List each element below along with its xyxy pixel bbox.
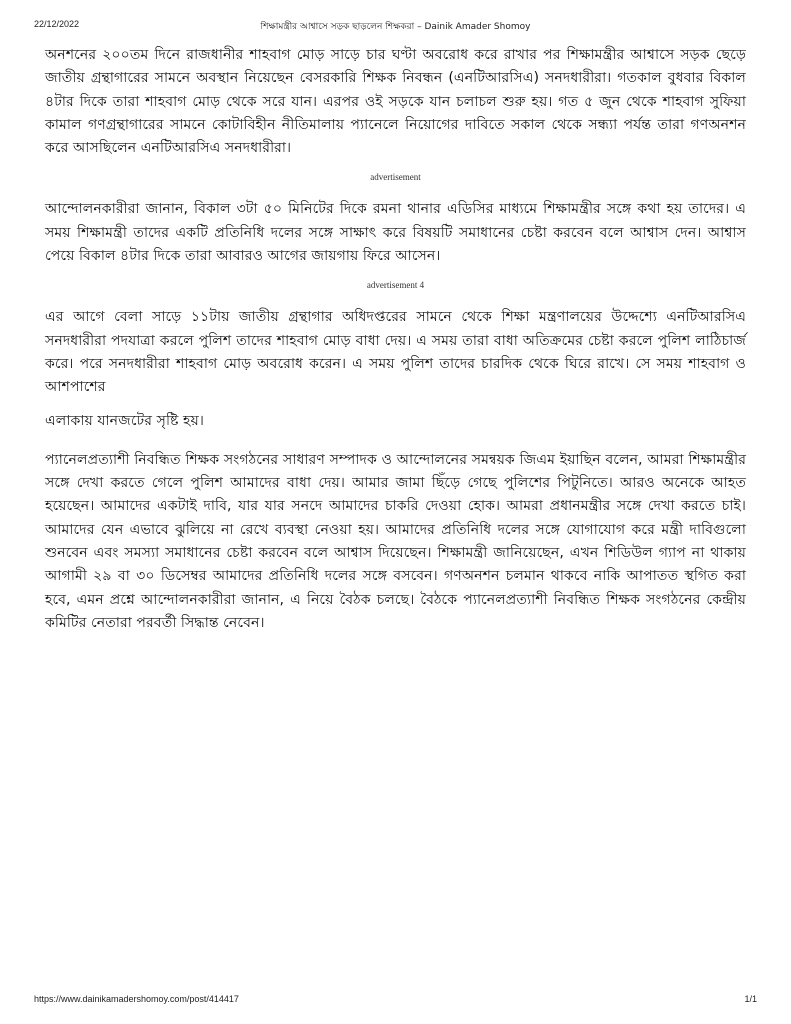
article-paragraph-2: আন্দোলনকারীরা জানান, বিকাল ৩টা ৫০ মিনিটের দিকে রমনা থানার এডিসির মাধ্যমে শিক্ষামন্ত্রীর সঙ্গে কথা হয় তাদের। এ সময় শিক্ষামন্ত্রী তাদের একটি প্রতিনিধি দলের সঙ্গে সাক্ষাৎ করে বিষয়টি সমাধানের চেষ্টা করবেন বলে আশ্বাস দেন। আশ্বাস পেয়ে বিকাল ৪টার দিকে তারা আবারও আগের জায়গায় ফিরে আসেন। — [45, 201, 746, 265]
print-date: 22/12/2022 — [34, 19, 80, 29]
page-number: 1/1 — [744, 994, 757, 1004]
advertisement-label: advertisement — [370, 172, 421, 183]
article-paragraph-3: এর আগে বেলা সাড়ে ১১টায় জাতীয় গ্রন্থাগার অধিদপ্তরের সামনে থেকে শিক্ষা মন্ত্রণালয়ের উদ্দেশ্যে এনটিআরসিএ সনদধারীরা পদযাত্রা করলে পুলিশ তাদের শাহবাগ মোড় বাধা দেয়। এ সময় তারা বাধা অতিক্রমের চেষ্টা করলে পুলিশ লাঠিচার্জ করে। পরে সনদধারীরা শাহবাগ মোড় অবরোধ করেন। এ সময় পুলিশ তাদের চারদিক থেকে ঘিরে রাখে। সে সময় শাহবাগ ও আশপাশের — [45, 309, 746, 396]
article-body — [45, 44, 746, 635]
advertisement-label-4: advertisement 4 — [366, 280, 425, 291]
page-url: https://www.dainikamadershomoy.com/post/414417 — [34, 994, 239, 1004]
page-title: শিক্ষামন্ত্রীর আশ্বাসে সড়ক ছাড়লেন শিক্ষকরা – Dainik Amader Shomoy — [260, 22, 531, 32]
article-paragraph-4: এলাকায় যানজটের সৃষ্টি হয়। — [45, 412, 204, 429]
article-paragraph-1: অনশনের ২০০তম দিনে রাজধানীর শাহবাগ মোড় সাড়ে চার ঘণ্টা অবরোধ করে রাখার পর শিক্ষামন্ত্রীর আশ্বাসে সড়ক ছেড়ে জাতীয় গ্রন্থাগারের সামনে অবস্থান নিয়েছেন বেসরকারি শিক্ষক নিবন্ধন (এনটিআরসিএ) সনদধারীরা। গতকাল বুধবার বিকাল ৪টার দিকে তারা শাহবাগ মোড় থেকে সরে যান। এরপর ওই সড়কে যান চলাচল শুরু হয়। গত ৫ জুন থেকে শাহবাগ সুফিয়া কামাল গণগ্রন্থাগারের সামনে কোটাবিহীন নীতিমালায় প্যানেলে নিয়োগের দাবিতে সকাল থেকে সন্ধ্যা পর্যন্ত তারা গণঅনশন করে আসছিলেন এনটিআরসিএ সনদধারীরা। — [45, 47, 746, 157]
article-paragraph-5: প্যানেলপ্রত্যাশী নিবন্ধিত শিক্ষক সংগঠনের সাধারণ সম্পাদক ও আন্দোলনের সমন্বয়ক জিএম ইয়াছিন বলেন, আমরা শিক্ষামন্ত্রীর সঙ্গে দেখা করতে গেলে পুলিশ আমাদের বাধা দেয়। আমার জামা ছিঁড়ে গেছে পুলিশের পিটুনিতে। আরও অনেকে আহত হয়েছেন। আমাদের একটাই দাবি, যার যার সনদে আমাদের চাকরি দেওয়া হোক। আমরা প্রধানমন্ত্রীর সঙ্গে দেখা করতে চাই। আমাদের যেন এভাবে ঝুলিয়ে না রেখে ব্যবস্থা নেওয়া হয়। আমাদের প্রতিনিধি দলের সঙ্গে যোগাযোগ করে মন্ত্রী দাবিগুলো শুনবেন এবং সমস্যা সমাধানের চেষ্টা করবেন বলে আশ্বাস দিয়েছেন। শিক্ষামন্ত্রী জানিয়েছেন, এখন শিডিউল গ্যাপ না থাকায় আগামী ২৯ বা ৩০ ডিসেম্বর আমাদের প্রতিনিধি দলের সঙ্গে বসবেন। গণঅনশন চলমান থাকবে নাকি আপাতত স্থগিত করা হবে, এমন প্রশ্নে আন্দোলনকারীরা জানান, এ নিয়ে বৈঠক চলছে। বৈঠকে প্যানেলপ্রত্যাশী নিবন্ধিত শিক্ষক সংগঠনের কেন্দ্রীয় কমিটির নেতারা পরবর্তী সিদ্ধান্ত নেবেন। — [45, 451, 746, 631]
